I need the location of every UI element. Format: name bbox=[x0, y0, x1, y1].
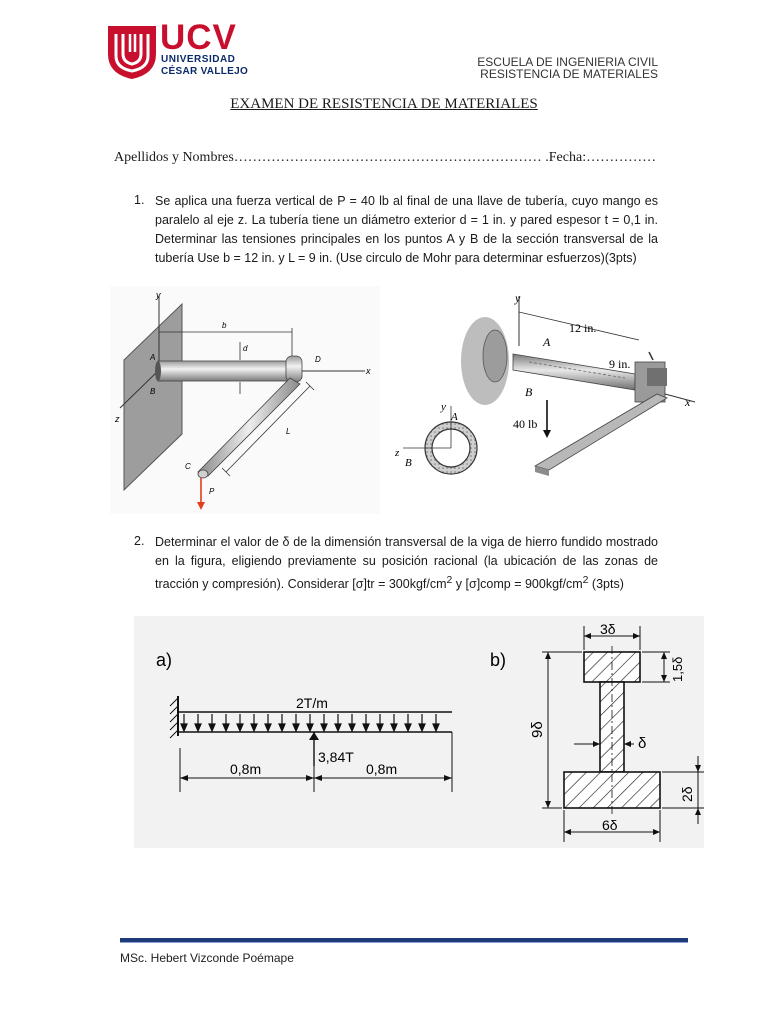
label-z: z bbox=[115, 414, 120, 424]
name-date-line: Apellidos y Nombres………………………………………………………… .Fecha:…………… bbox=[114, 150, 657, 165]
distributed-load: 2T/m bbox=[296, 695, 328, 711]
label-A: A bbox=[150, 353, 156, 362]
bottom-thickness: 2δ bbox=[679, 786, 695, 802]
load-arrow-head bbox=[223, 724, 229, 731]
logo-wordmark: UCV bbox=[160, 18, 237, 57]
label-B: B bbox=[150, 387, 156, 396]
load-arrow-head bbox=[391, 724, 397, 731]
university-logo bbox=[106, 18, 266, 82]
footer-author: MSc. Hebert Vizconde Poémape bbox=[120, 951, 294, 965]
dim-9-in: 9 in. bbox=[609, 357, 631, 371]
load-arrow-head bbox=[335, 724, 341, 731]
label-A: A bbox=[543, 335, 551, 349]
question-1-text: Se aplica una fuerza vertical de P = 40 lb al final de una llave de tubería, cuyo mango es paralelo al eje z. La tubería tiene un diámetro exterior d = 1 in. y pared espesor t = 0,1 in. Determinar las tensiones principales en los puntos A y B de la sección transversal de la tubería Use b = 12 in. y L = 9 in. (Use circulo de Mohr para determinar esfuerzos)(3pts) bbox=[155, 194, 658, 265]
section-label-B: B bbox=[405, 457, 412, 469]
bottom-width: 6δ bbox=[602, 817, 618, 833]
label-a: a) bbox=[156, 650, 173, 670]
wrench-diagram-left bbox=[110, 286, 380, 514]
load-arrow-head bbox=[251, 724, 257, 731]
load-arrow-head bbox=[265, 724, 271, 731]
school-name: ESCUELA DE INGENIERIA CIVIL bbox=[477, 55, 658, 69]
load-arrow-head bbox=[279, 724, 285, 731]
label-x: x bbox=[366, 366, 371, 376]
question-2-text-part-2: y [σ]comp = 900kgf/cm bbox=[452, 577, 583, 592]
load-arrow-head bbox=[321, 724, 327, 731]
section-height: 9δ bbox=[529, 721, 546, 738]
load-arrow-head bbox=[419, 724, 425, 731]
dim-12-in: 12 in. bbox=[569, 321, 597, 335]
section-label-y: y bbox=[441, 401, 446, 413]
beam-section-diagram bbox=[134, 616, 704, 848]
span-1: 0,8m bbox=[230, 761, 262, 777]
label-b: b bbox=[222, 321, 227, 330]
section-label-z: z bbox=[395, 447, 400, 459]
question-2-sup-2: 2 bbox=[582, 575, 589, 586]
label-y: y bbox=[515, 291, 521, 305]
load-arrow-head bbox=[363, 724, 369, 731]
logo-line-1: UNIVERSIDAD bbox=[161, 54, 236, 65]
top-width: 3δ bbox=[600, 621, 616, 637]
section-label-A: A bbox=[451, 411, 458, 423]
label-P: P bbox=[209, 487, 215, 496]
load-arrow-head bbox=[195, 724, 201, 731]
question-2-text-part-1: Determinar el valor de δ de la dimensión transversal de la viga de hierro fundido mostrado en la figura, eligiendo previamente su posición racional (la ubicación de las zonas de tracción y compresión). Considerar [σ]tr = 300kgf/cm bbox=[155, 535, 658, 592]
flange-thickness: 1,5δ bbox=[670, 656, 685, 682]
wrench-diagram-right bbox=[385, 286, 703, 484]
span-2: 0,8m bbox=[366, 761, 398, 777]
ucv-shield-icon bbox=[106, 24, 158, 80]
course-name: RESISTENCIA DE MATERIALES bbox=[480, 67, 658, 81]
load-arrow-head bbox=[377, 724, 383, 731]
label-b: b) bbox=[490, 650, 507, 670]
footer-divider bbox=[120, 938, 688, 943]
label-B: B bbox=[525, 385, 533, 399]
web-thickness: δ bbox=[638, 735, 647, 752]
point-load: 3,84T bbox=[318, 749, 354, 765]
label-C: C bbox=[185, 462, 191, 471]
question-2-text bbox=[155, 533, 658, 594]
question-1-number: 1. bbox=[134, 193, 145, 207]
logo-line-2: CÉSAR VALLEJO bbox=[161, 66, 249, 77]
question-2-number: 2. bbox=[134, 534, 145, 548]
load-arrow-head bbox=[433, 724, 439, 731]
label-D: D bbox=[315, 355, 321, 364]
load-arrow-head bbox=[181, 724, 187, 731]
load-arrow-head bbox=[307, 724, 313, 731]
question-2-text-part-3: (3pts) bbox=[588, 577, 624, 592]
label-y: y bbox=[156, 290, 161, 300]
load-arrow-head bbox=[405, 724, 411, 731]
load-arrow-head bbox=[349, 724, 355, 731]
exam-title: EXAMEN DE RESISTENCIA DE MATERIALES bbox=[230, 96, 538, 112]
load-arrow-head bbox=[237, 724, 243, 731]
label-x: x bbox=[685, 395, 691, 409]
label-d: d bbox=[243, 344, 248, 353]
question-2-sup-1: 2 bbox=[446, 575, 453, 586]
load-40-lb: 40 lb bbox=[513, 417, 538, 431]
label-L: L bbox=[286, 427, 291, 436]
load-arrow-head bbox=[209, 724, 215, 731]
load-arrow-head bbox=[293, 724, 299, 731]
